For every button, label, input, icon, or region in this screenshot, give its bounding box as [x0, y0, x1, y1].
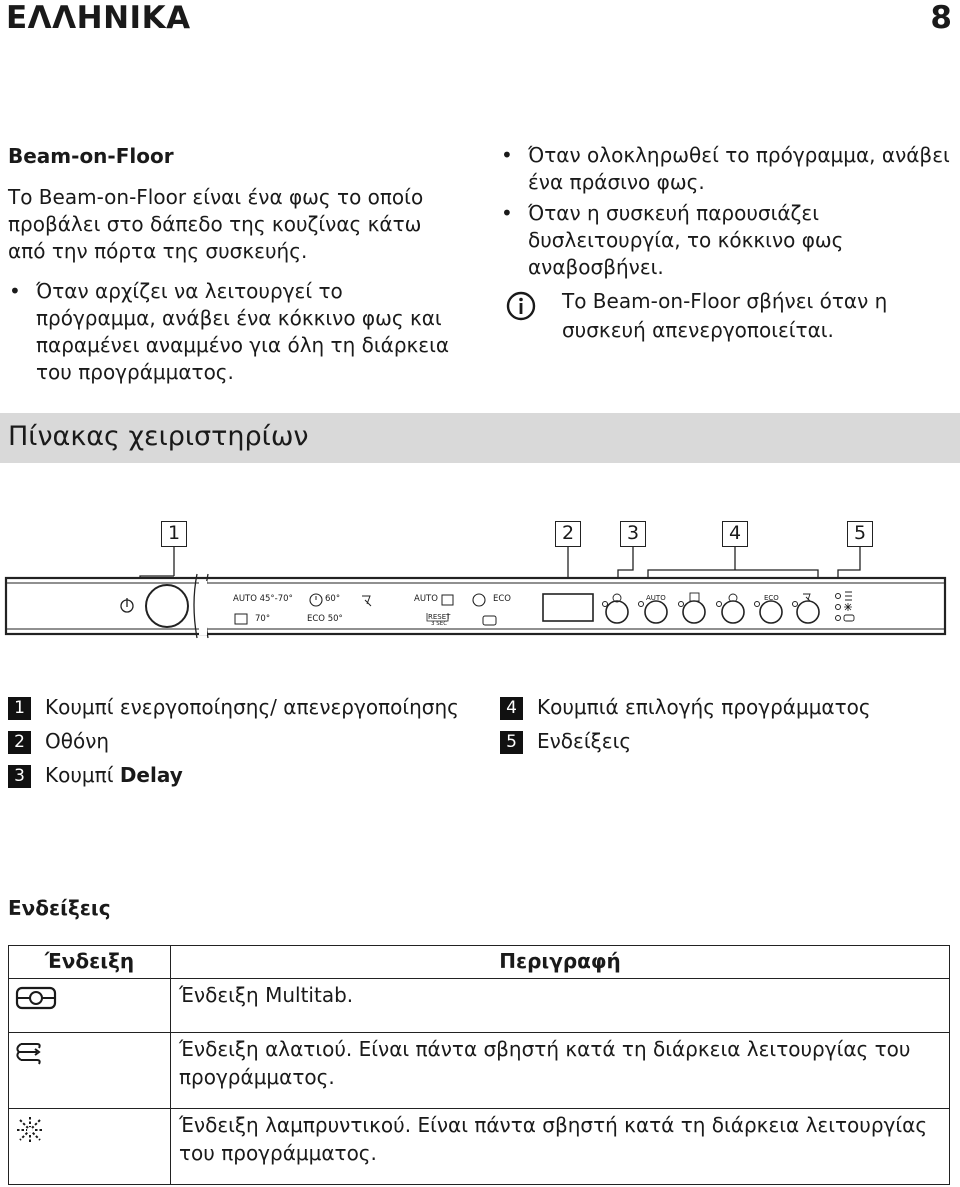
legend-text: Κουμπί ενεργοποίησης/ απενεργοποίησης — [45, 695, 459, 719]
page-number: 8 — [930, 0, 952, 36]
table-row — [9, 979, 950, 1033]
bullet-item: • Όταν η συσκευή παρουσιάζει δυσλειτουργία, το κόκκινο φως αναβοσβήνει. — [500, 200, 955, 281]
legend-number: 4 — [500, 697, 523, 720]
bullet-item: • Όταν αρχίζει να λειτουργεί το πρόγραμμα, ανάβει ένα κόκκινο φως και παραμένει αναμμένο για όλη τη διάρκεια του προγράμματος. — [8, 278, 463, 386]
beam-on-floor-bullets-right — [500, 142, 955, 281]
label-btn-eco: ECO — [764, 594, 779, 602]
legend-number: 1 — [8, 697, 31, 720]
beam-on-floor-right-column — [500, 142, 955, 345]
salt-indicator-icon — [15, 1039, 43, 1069]
column-header-indicator: Ένδειξη — [9, 946, 171, 979]
indicator-symbol-cell — [9, 1109, 171, 1185]
legend-number: 5 — [500, 731, 523, 754]
bullet-item: • Όταν ολοκληρωθεί το πρόγραμμα, ανάβει ένα πράσινο φως. — [500, 142, 955, 196]
info-note-text: Το Beam-on-Floor σβήνει όταν η συσκευή απενεργοποιείται. — [562, 289, 888, 342]
legend-right — [500, 694, 955, 762]
label-auto-temp: AUTO 45°-70° — [233, 594, 293, 604]
legend-item-2 — [8, 728, 468, 754]
legend-text: Ενδείξεις — [537, 729, 632, 753]
legend-item-4 — [500, 694, 955, 720]
label-auto: AUTO — [414, 594, 438, 604]
indicators-title: Ενδείξεις — [8, 896, 111, 920]
label-btn-auto: AUTO — [646, 594, 666, 602]
legend-number: 2 — [8, 731, 31, 754]
label-eco: ECO — [493, 594, 511, 604]
control-panel-diagram — [0, 508, 960, 668]
info-circle-icon — [506, 291, 536, 321]
indicator-symbol-cell — [9, 979, 171, 1033]
label-eco-50: ECO 50° — [307, 614, 343, 624]
legend-item-5 — [500, 728, 955, 754]
info-note — [500, 287, 955, 345]
callout-2: 2 — [555, 521, 581, 547]
legend-left — [8, 694, 468, 796]
beam-on-floor-left-column — [8, 142, 463, 386]
legend-item-3 — [8, 762, 468, 788]
callout-3: 3 — [620, 521, 646, 547]
indicator-description: Ένδειξη λαμπρυντικού. Είναι πάντα σβηστή κατά τη διάρκεια λειτουργίας του προγράμματος. — [171, 1109, 950, 1185]
beam-on-floor-title: Beam-on-Floor — [8, 144, 174, 168]
table-row — [9, 1033, 950, 1109]
label-reset: RESET — [428, 613, 451, 621]
language-header: ΕΛΛΗΝΙΚΑ — [6, 0, 191, 36]
indicators-table — [8, 945, 950, 1185]
label-60: 60° — [325, 594, 341, 604]
multitab-indicator-icon — [15, 985, 57, 1011]
panel-outline — [0, 508, 960, 668]
callout-1: 1 — [161, 521, 187, 547]
legend-number: 3 — [8, 765, 31, 788]
indicator-description: Ένδειξη Multitab. — [171, 979, 950, 1033]
label-reset-hold: 3 SEC — [431, 621, 448, 627]
control-panel-section-band — [0, 413, 960, 463]
label-70: 70° — [255, 614, 271, 624]
beam-on-floor-bullets-left — [8, 278, 463, 386]
beam-on-floor-intro: Το Beam-on-Floor είναι ένα φως το οποίο προβάλει στο δάπεδο της κουζίνας κάτω από την πόρτα της συσκευής. — [8, 185, 424, 263]
callout-4: 4 — [722, 521, 748, 547]
rinse-aid-indicator-icon — [15, 1115, 45, 1145]
callout-5: 5 — [847, 521, 873, 547]
legend-text: Κουμπί — [45, 763, 120, 787]
legend-item-1 — [8, 694, 468, 720]
table-row — [9, 1109, 950, 1185]
column-header-description: Περιγραφή — [171, 946, 950, 979]
legend-text: Οθόνη — [45, 729, 110, 753]
legend-text-bold: Delay — [119, 763, 183, 787]
control-panel-title: Πίνακας χειριστηρίων — [8, 421, 309, 452]
indicator-description: Ένδειξη αλατιού. Είναι πάντα σβηστή κατά τη διάρκεια λειτουργίας του προγράμματος. — [171, 1033, 950, 1109]
legend-text: Κουμπιά επιλογής προγράμματος — [537, 695, 871, 719]
indicator-symbol-cell — [9, 1033, 171, 1109]
